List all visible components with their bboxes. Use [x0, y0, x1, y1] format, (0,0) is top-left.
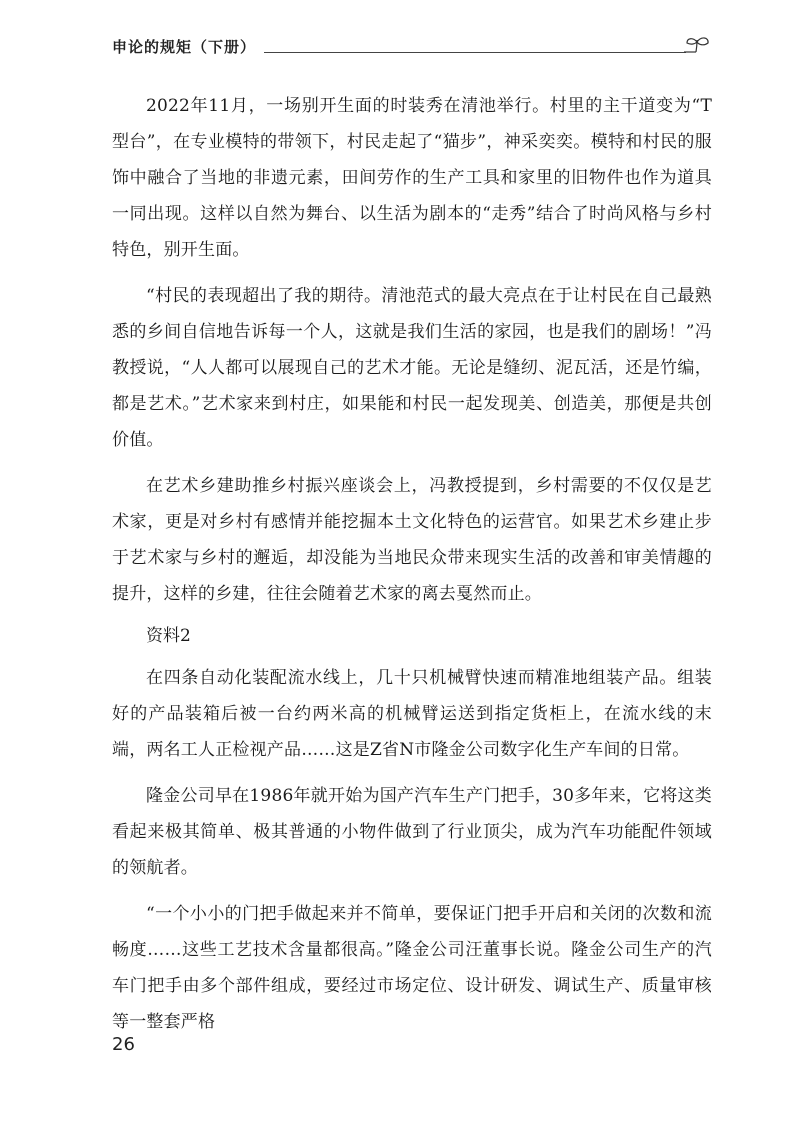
sprout-leaf-icon	[682, 34, 712, 58]
page-header	[112, 34, 708, 64]
paragraph: “一个小小的门把手做起来并不简单，要保证门把手开启和关闭的次数和流畅度……这些工艺技术含量都很高。”隆金公司汪董事长说。隆金公司生产的汽车门把手由多个部件组成，要经过市场定位、设计研发、调试生产、质量审核等一整套严格	[112, 904, 712, 1032]
paragraph: 在四条自动化装配流水线上，几十只机械臂快速而精准地组装产品。组装好的产品装箱后被一台约两米高的机械臂运送到指定货柜上，在流水线的末端，两名工人正检视产品……这是Z省N市隆金公司数字化生产车间的日常。	[112, 668, 712, 760]
paragraph: 2022年11月，一场别开生面的时装秀在清池举行。村里的主干道变为“T型台”，在专业模特的带领下，村民走起了“猫步”，神采奕奕。模特和村民的服饰中融合了当地的非遗元素，田间劳作的生产工具和家里的旧物件也作为道具一同出现。这样以自然为舞台、以生活为剧本的“走秀”结合了时尚风格与乡村特色，别开生面。	[112, 96, 712, 260]
paragraph: 隆金公司早在1986年就开始为国产汽车生产门把手，30多年来，它将这类看起来极其简单、极其普通的小物件做到了行业顶尖，成为汽车功能配件领域的领航者。	[112, 786, 712, 878]
header-rule	[264, 52, 686, 53]
paragraph: “村民的表现超出了我的期待。清池范式的最大亮点在于让村民在自己最熟悉的乡间自信地告诉每一个人，这就是我们生活的家园，也是我们的剧场！”冯教授说，“人人都可以展现自己的艺术才能。无论是缝纫、泥瓦活，还是竹编，都是艺术。”艺术家来到村庄，如果能和村民一起发现美、创造美，那便是共创价值。	[112, 286, 712, 450]
section-label: 资料2	[146, 626, 191, 646]
page-number: 26	[112, 1034, 135, 1055]
book-title: 申论的规矩（下册）	[112, 38, 257, 56]
page-body	[112, 88, 712, 1040]
paragraph: 在艺术乡建助推乡村振兴座谈会上，冯教授提到，乡村需要的不仅仅是艺术家，更是对乡村有感情并能挖掘本土文化特色的运营官。如果艺术乡建止步于艺术家与乡村的邂逅，却没能为当地民众带来现实生活的改善和审美情趣的提升，这样的乡建，往往会随着艺术家的离去戛然而止。	[112, 476, 712, 604]
